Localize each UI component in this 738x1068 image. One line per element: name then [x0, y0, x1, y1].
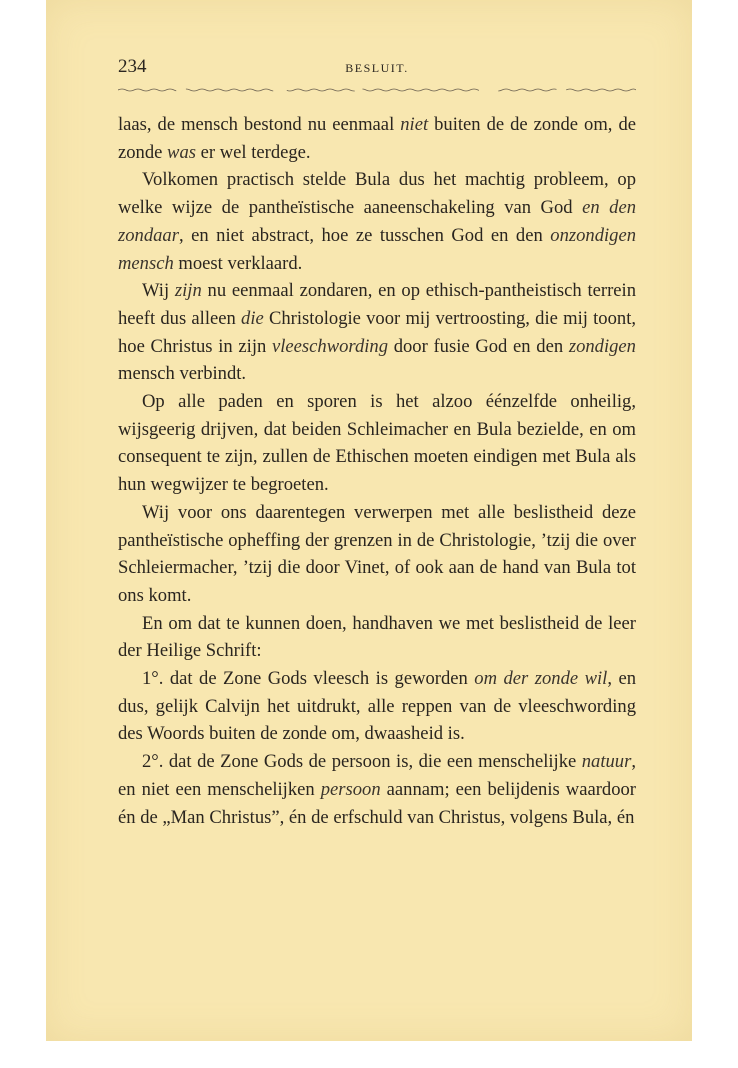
- paragraph: [118, 748, 636, 831]
- italic-text: om der zonde wil: [474, 668, 608, 690]
- italic-text: natuur: [581, 751, 632, 773]
- text-run: , en niet abstract, hoe ze tusschen God en den: [178, 224, 551, 246]
- text-run: mensch verbindt.: [118, 363, 247, 385]
- italic-text: niet: [400, 114, 429, 135]
- italic-text: die: [241, 307, 264, 329]
- paragraph: [118, 388, 636, 499]
- ornamental-rule: [118, 88, 636, 92]
- text-run: Wij: [142, 280, 175, 302]
- text-run: , en dus, gelijk Calvijn het uitdrukt, alle reppen van de vleeschwording des Woords buiten de zonde om, dwaasheid is.: [118, 668, 636, 745]
- text-run: En om dat te kunnen doen, handhaven we met beslistheid de leer der Heilige Schrift:: [118, 612, 636, 662]
- paragraph: [118, 610, 636, 665]
- text-run: 2°. dat de Zone Gods de persoon is, die een menschelijke: [142, 751, 582, 773]
- italic-text: zijn: [174, 280, 202, 302]
- text-run: Christologie voor mij vertroosting, die mij toont, hoe Christus in zijn: [118, 307, 637, 357]
- running-head: BESLUIT.: [345, 61, 409, 75]
- paragraph: [118, 166, 636, 277]
- text-run: moest verklaard.: [173, 252, 303, 274]
- text-run: laas, de mensch bestond nu eenmaal: [118, 114, 401, 135]
- text-run: Volkomen practisch stelde Bula dus het machtig probleem, op welke wijze de pantheïstische aaneenschakeling van God: [118, 169, 636, 219]
- italic-text: onzondigen mensch: [118, 224, 636, 274]
- italic-text: was: [167, 141, 196, 163]
- italic-text: zondigen: [568, 335, 636, 357]
- paragraph: [118, 499, 636, 610]
- text-run: Op alle paden en sporen is het alzoo éénzelfde onheilig, wijsgeerig drijven, dat beiden Schleimacher en Bula bezielde, en om consequent te zijn, zullen de Ethischen moeten eindigen met Bula als hun wegwijzer te begroeten.: [118, 391, 636, 496]
- body-text: [118, 111, 636, 831]
- text-run: nu eenmaal zondaren, en op ethisch-pantheistisch terrein heeft dus alleen: [118, 280, 636, 329]
- text-run: buiten de de zonde om, de zonde: [118, 114, 636, 163]
- italic-text: persoon: [320, 778, 381, 800]
- paragraph: [118, 277, 636, 388]
- text-run: 1°. dat de Zone Gods vleesch is geworden: [142, 668, 475, 690]
- italic-text: en den zondaar: [118, 197, 636, 246]
- italic-text: vleeschwording: [271, 335, 388, 357]
- text-run: door fusie God en den: [388, 335, 569, 357]
- text-run: , en niet een menschelijken: [118, 751, 636, 800]
- paragraph: [118, 111, 636, 166]
- paragraph: [118, 665, 636, 748]
- page-number: 234: [118, 56, 147, 77]
- text-run: Wij voor ons daarentegen verwerpen met alle beslistheid deze pantheïstische opheffing der grenzen in de Christologie, ’tzij die over Schleiermacher, ’tzij die door Vinet, of ook aan de hand van Bula tot ons komt.: [118, 501, 636, 606]
- page-header: [118, 56, 636, 80]
- text-run: er wel terdege.: [195, 141, 311, 163]
- text-run: aannam; een belijdenis waardoor én de „Man Christus”, én de erfschuld van Christus, volgens Bula, én: [118, 778, 636, 828]
